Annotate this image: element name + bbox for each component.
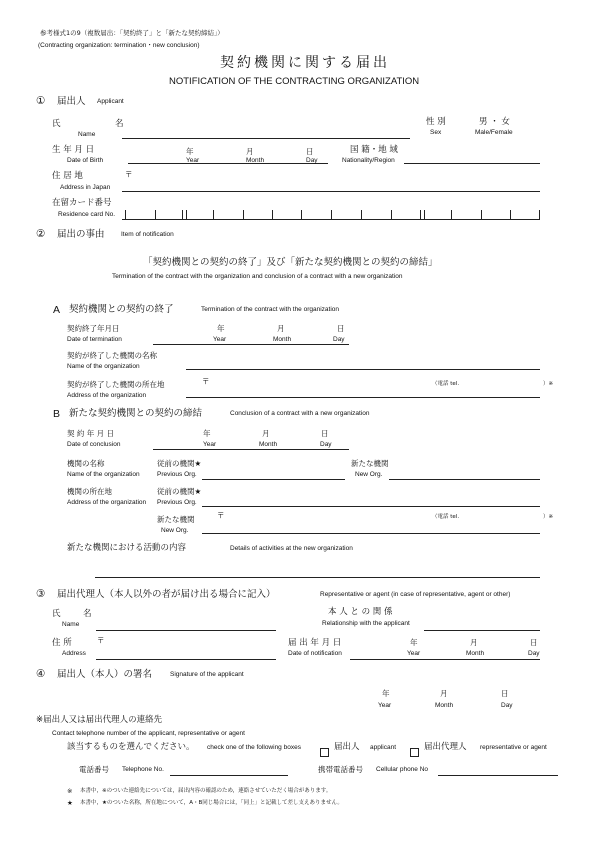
section1-title-jp: 届出人	[57, 96, 86, 107]
terminated-org-address-field[interactable]	[186, 397, 540, 398]
new-org-address-label-en: Address of the organization	[67, 499, 147, 506]
activity-details-field[interactable]	[95, 577, 540, 578]
signature-day-jp: 日	[501, 689, 509, 698]
new-org-label-en: New Org.	[355, 471, 383, 478]
sectionA-title-en: Termination of the contract with the organization	[201, 306, 340, 313]
conclusion-date-label-en: Date of conclusion	[67, 441, 121, 448]
terminated-org-label-en: Name of the organization	[67, 363, 140, 370]
section2-title-jp: 届出の事由	[57, 229, 105, 240]
relationship-field[interactable]	[424, 630, 540, 631]
sex-options[interactable]: 男 ・ 女	[479, 117, 510, 127]
new-org-address-label-jp: 機関の所在地	[67, 487, 112, 496]
conclusion-month-en: Month	[259, 441, 278, 448]
activity-label-en: Details of activities at the new organization	[230, 545, 353, 552]
dob-field[interactable]	[128, 163, 328, 164]
section3-title-jp: 届出代理人（本人以外の者が届け出る場合に記入）	[57, 589, 276, 600]
cellphone-field[interactable]	[438, 775, 558, 776]
termination-date-label-en: Date of termination	[67, 336, 122, 343]
conclusion-date-label-jp: 契 約 年 月 日	[67, 429, 115, 438]
applicant-checkbox[interactable]	[320, 743, 329, 759]
section4-title-en: Signature of the applicant	[170, 671, 244, 678]
new-org-name-label-jp: 機関の名称	[67, 459, 105, 468]
agent-address-label-jp: 住 所	[52, 638, 72, 648]
dob-day-jp: 日	[306, 147, 314, 156]
signature-month-jp: 月	[440, 689, 448, 698]
signature-year-en: Year	[378, 702, 392, 709]
terminated-org-tel-close: ）※	[543, 381, 554, 387]
telephone-label-jp: 電話番号	[79, 765, 109, 774]
agent-checkbox[interactable]	[410, 743, 419, 759]
notification-year-jp: 年	[410, 638, 418, 647]
cellphone-label-en: Cellular phone No	[376, 766, 429, 773]
name-label-jp2: 名	[115, 119, 124, 129]
note2-mark: ★	[67, 799, 73, 807]
new-org-address-sub-label-jp: 新たな機関	[157, 515, 195, 524]
note1-text: 本書中，※のついた連絡先については，届出内容の確認のため，連絡させていただく場合があります。	[80, 788, 332, 794]
contact-choose-en: check one of the following boxes	[207, 744, 301, 751]
notification-date-field[interactable]	[350, 659, 540, 660]
title-jp: 契約機関に関する届出	[220, 55, 390, 71]
section3-title-en: Representative or agent (in case of representative, agent or other)	[320, 591, 511, 598]
relationship-label-jp: 本 人 と の 関 係	[328, 607, 393, 617]
dob-year-jp: 年	[186, 147, 194, 156]
signature-month-en: Month	[435, 702, 454, 709]
nationality-field[interactable]	[404, 163, 540, 164]
dob-label-en: Date of Birth	[67, 157, 104, 164]
note2-text: 本書中，★のついた名称，所在地について，A・B同じ場合には，「同上」と記載して差し支えありません。	[80, 800, 343, 806]
contact-title-jp: ※届出人又は届出代理人の連絡先	[36, 715, 163, 725]
applicant-name-field[interactable]	[122, 138, 410, 139]
title-en: NOTIFICATION OF THE CONTRACTING ORGANIZATION	[169, 76, 420, 87]
new-org-tel-close: ）※	[543, 514, 554, 520]
termination-date-label-jp: 契約終了年月日	[67, 324, 120, 333]
new-org-label-jp: 新たな機関	[351, 459, 389, 468]
sectionB-title-en: Conclusion of a contract with a new organization	[230, 410, 370, 417]
agent-name-label-jp1: 氏	[52, 609, 61, 619]
dob-year-en: Year	[186, 157, 200, 164]
agent-postal-mark: 〒	[97, 636, 105, 645]
note1-mark: ※	[67, 787, 73, 795]
section1-number: ①	[36, 95, 46, 107]
applicant-option-en: applicant	[370, 744, 397, 751]
agent-option-en: representative or agent	[480, 744, 547, 751]
section2-title-en: Item of notification	[121, 231, 174, 238]
sectionA-title-jp: 契約機関との契約の終了	[69, 304, 174, 315]
previous-org-address-label-en: Previous Org.	[157, 499, 197, 506]
new-org-postal-mark: 〒	[217, 511, 225, 520]
section2-number: ②	[36, 228, 46, 240]
notification-month-jp: 月	[470, 638, 478, 647]
termination-year-jp: 年	[217, 324, 225, 333]
dob-month-en: Month	[246, 157, 265, 164]
dob-label-jp: 生 年 月 日	[52, 145, 95, 155]
address-postal-mark: 〒	[125, 170, 133, 179]
terminated-org-label-jp: 契約が終了した機関の名称	[67, 351, 157, 360]
dob-day-en: Day	[306, 157, 318, 164]
conclusion-date-field[interactable]	[153, 449, 349, 450]
terminated-org-address-label-jp: 契約が終了した機関の所在地	[67, 380, 165, 389]
section1-title-en: Applicant	[97, 98, 124, 105]
new-org-name-field[interactable]	[389, 479, 540, 480]
dob-month-jp: 月	[246, 147, 254, 156]
terminated-org-postal-mark: 〒	[202, 377, 210, 386]
previous-org-label-jp: 従前の機関★	[157, 459, 202, 468]
termination-month-en: Month	[273, 336, 292, 343]
residence-card-label-jp: 在留カード番号	[52, 198, 112, 208]
address-label-en: Address in Japan	[60, 184, 111, 191]
new-org-name-label-en: Name of the organization	[67, 471, 140, 478]
telephone-field[interactable]	[170, 775, 288, 776]
residence-card-field[interactable]	[122, 219, 540, 220]
notification-heading-en: Termination of the contract with the organization and conclusion of a contract with a new organization	[112, 273, 403, 280]
nationality-label-en: Nationality/Region	[342, 157, 395, 164]
termination-date-field[interactable]	[153, 344, 349, 345]
name-label-en: Name	[78, 131, 96, 138]
agent-address-label-en: Address	[62, 650, 86, 657]
agent-address-field[interactable]	[96, 659, 276, 660]
previous-org-name-field[interactable]	[202, 479, 345, 480]
form-reference-en: (Contracting organization: termination・new conclusion)	[38, 42, 200, 49]
notification-month-en: Month	[466, 650, 485, 657]
form-reference-jp: 参考様式1の9（複数届出：「契約終了」と「新たな契約締結」）	[40, 29, 224, 37]
section4-title-jp: 届出人（本人）の署名	[57, 669, 153, 680]
section3-number: ③	[36, 588, 46, 600]
address-label-jp: 住 居 地	[52, 171, 83, 181]
applicant-option-jp: 届出人	[334, 742, 360, 752]
new-org-address-sub-label-en: New Org.	[161, 527, 189, 534]
conclusion-year-jp: 年	[203, 429, 211, 438]
signature-field[interactable]	[55, 707, 365, 708]
sex-label-en: Sex	[430, 129, 442, 136]
sectionB-title-jp: 新たな契約機関との契約の締結	[69, 408, 203, 419]
applicant-checkbox-box[interactable]	[320, 748, 329, 757]
termination-year-en: Year	[213, 336, 227, 343]
notification-day-jp: 日	[530, 638, 538, 647]
address-field[interactable]	[122, 191, 540, 192]
contact-choose-jp: 該当するものを選んでください。	[67, 742, 195, 752]
agent-checkbox-box[interactable]	[410, 748, 419, 757]
sex-options-en: Male/Female	[475, 129, 513, 136]
new-org-tel-label: （電話 tel.	[432, 514, 460, 520]
name-label-jp1: 氏	[52, 119, 61, 129]
termination-day-en: Day	[333, 336, 345, 343]
residence-card-label-en: Residence card No.	[58, 211, 116, 218]
notification-day-en: Day	[528, 650, 540, 657]
conclusion-day-jp: 日	[321, 429, 329, 438]
notification-heading-jp: 「契約機関との契約の終了」及び「新たな契約機関との契約の締結」	[143, 257, 438, 268]
signature-day-en: Day	[501, 702, 513, 709]
terminated-org-tel-label: （電話 tel.	[432, 381, 460, 387]
nationality-label-jp: 国 籍・地 域	[350, 145, 398, 155]
conclusion-day-en: Day	[320, 441, 332, 448]
agent-name-label-en: Name	[62, 621, 80, 628]
activity-label-jp: 新たな機関における活動の内容	[67, 543, 187, 553]
conclusion-year-en: Year	[203, 441, 217, 448]
sectionB-letter: B	[53, 408, 61, 420]
cellphone-label-jp: 携帯電話番号	[318, 765, 363, 774]
agent-name-field[interactable]	[96, 630, 276, 631]
notification-year-en: Year	[407, 650, 421, 657]
terminated-org-name-field[interactable]	[186, 369, 540, 370]
previous-org-label-en: Previous Org.	[157, 471, 197, 478]
signature-year-jp: 年	[382, 689, 390, 698]
section4-number: ④	[36, 668, 46, 680]
previous-org-address-field[interactable]	[202, 506, 540, 507]
notification-date-label-en: Date of notification	[288, 650, 342, 657]
agent-name-label-jp2: 名	[83, 609, 92, 619]
terminated-org-address-label-en: Address of the organization	[67, 392, 147, 399]
sectionA-letter: A	[53, 304, 61, 316]
previous-org-address-label-jp: 従前の機関★	[157, 487, 202, 496]
agent-option-jp: 届出代理人	[424, 742, 467, 752]
conclusion-month-jp: 月	[262, 429, 270, 438]
new-org-address-field[interactable]	[202, 533, 540, 534]
telephone-label-en: Telephone No.	[122, 766, 164, 773]
contact-title-en: Contact telephone number of the applicant, representative or agent	[52, 730, 245, 737]
termination-day-jp: 日	[337, 324, 345, 333]
relationship-label-en: Relationship with the applicant	[322, 620, 410, 627]
notification-date-label-jp: 届 出 年 月 日	[288, 638, 342, 648]
termination-month-jp: 月	[277, 324, 285, 333]
sex-label-jp: 性 別	[426, 117, 446, 127]
